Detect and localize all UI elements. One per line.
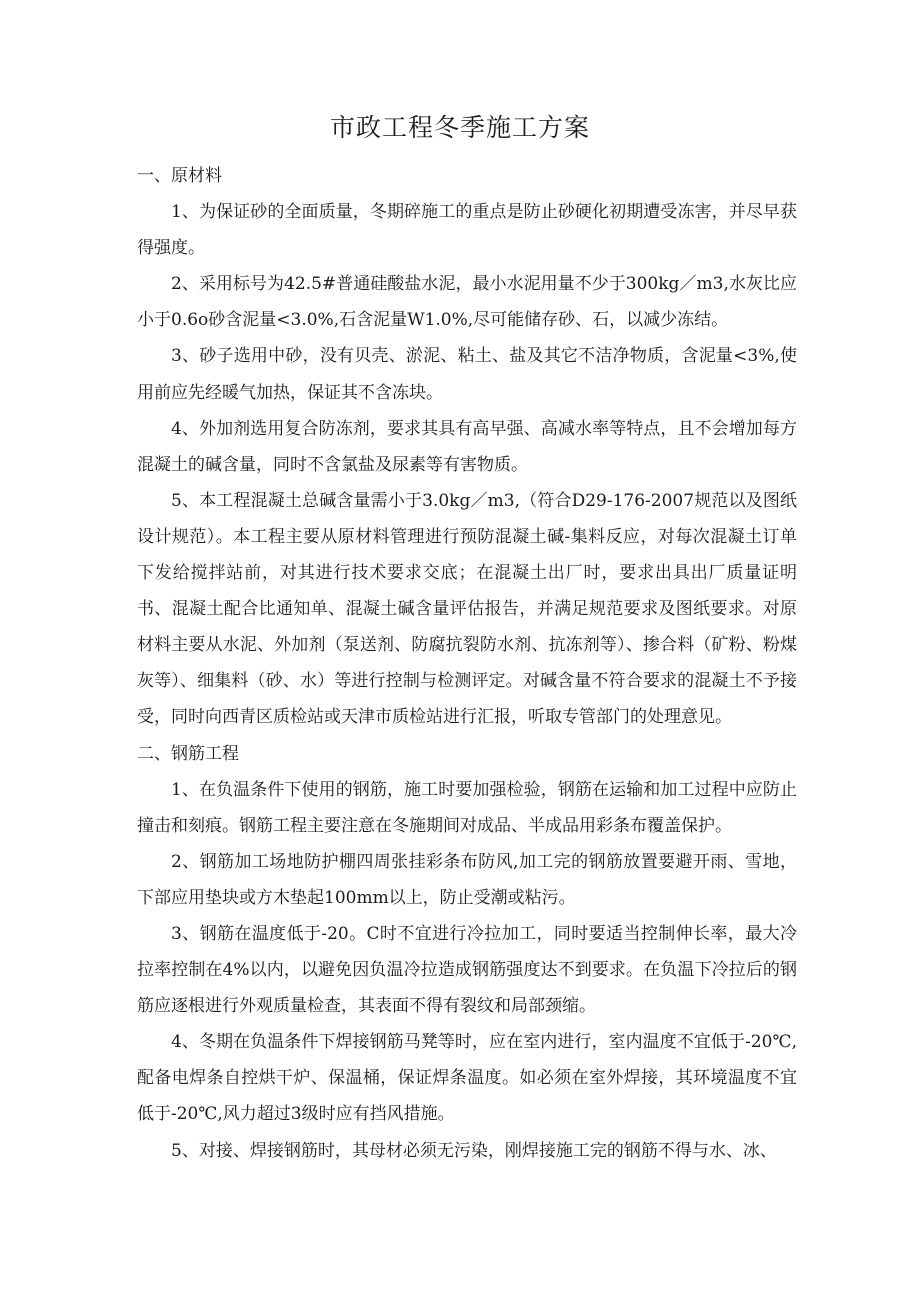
document-title: 市政工程冬季施工方案 <box>329 113 590 142</box>
paragraph: 1、为保证砂的全面质量，冬期碎施工的重点是防止砂硬化初期遭受冻害，并尽早获得强度。 <box>137 202 797 259</box>
section-heading: 二、钢筋工程 <box>137 743 239 764</box>
section-raw-materials <box>137 158 797 736</box>
paragraph: 2、采用标号为42.5#普通硅酸盐水泥，最小水泥用量不少于300kg／m3,水灰比应小于0.6o砂含泥量<3.0%,石含泥量W1.0%,尽可能储存砂、石，以减少冻结。 <box>137 274 797 331</box>
paragraph: 3、钢筋在温度低于-20。C时不宜进行冷拉加工，同时要适当控制伸长率，最大冷拉率控制在4%以内，以避免因负温冷拉造成钢筋强度达不到要求。在负温下冷拉后的钢筋应逐根进行外观质量检查，其表面不得有裂纹和局部颈缩。 <box>137 923 797 1017</box>
paragraph: 5、对接、焊接钢筋时，其母材必须无污染，刚焊接施工完的钢筋不得与水、冰、 <box>171 1140 777 1161</box>
section-heading: 一、原材料 <box>137 166 222 186</box>
paragraph: 4、冬期在负温条件下焊接钢筋马凳等时，应在室内进行，室内温度不宜低于-20℃,配备电焊条自控烘干炉、保温桶，保证焊条温度。如必须在室外焊接，其环境温度不宜低于-20℃,风力超过3级时应有挡风措施。 <box>137 1032 797 1125</box>
paragraph: 3、砂子选用中砂，没有贝壳、淤泥、粘土、盐及其它不洁净物质，含泥量<3%,使用前应先经暖气加热，保证其不含冻块。 <box>137 346 797 403</box>
paragraph: 4、外加剂选用复合防冻剂，要求其具有高早强、高减水率等特点，且不会增加每方混凝土的碱含量，同时不含氯盐及尿素等有害物质。 <box>137 418 797 475</box>
document-body <box>137 158 797 1169</box>
paragraph: 2、钢筋加工场地防护棚四周张挂彩条布防风,加工完的钢筋放置要避开雨、雪地，下部应用垫块或方木垫起100mm以上，防止受潮或粘污。 <box>137 851 797 908</box>
section-rebar-engineering <box>137 736 797 1169</box>
paragraph: 1、在负温条件下使用的钢筋，施工时要加强检验，钢筋在运输和加工过程中应防止撞击和刻痕。钢筋工程主要注意在冬施期间对成品、半成品用彩条布覆盖保护。 <box>137 779 797 836</box>
paragraph: 5、本工程混凝土总碱含量需小于3.0kg／m3,（符合D29-176-2007规范以及图纸设计规范）。本工程主要从原材料管理进行预防混凝土碱-集料反应，对每次混凝土订单下发给搅拌站前，对其进行技术要求交底；在混凝土出厂时，要求出具出厂质量证明书、混凝土配合比通知单、混凝土碱含量评估报告，并满足规范要求及图纸要求。对原材料主要从水泥、外加剂（泵送剂、防腐抗裂防水剂、抗冻剂等）、掺合料（矿粉、粉煤灰等）、细集料（砂、水）等进行控制与检测评定。对碱含量不符合要求的混凝土不予接受，同时向西青区质检站或天津市质检站进行汇报，听取专管部门的处理意见。 <box>137 490 797 728</box>
